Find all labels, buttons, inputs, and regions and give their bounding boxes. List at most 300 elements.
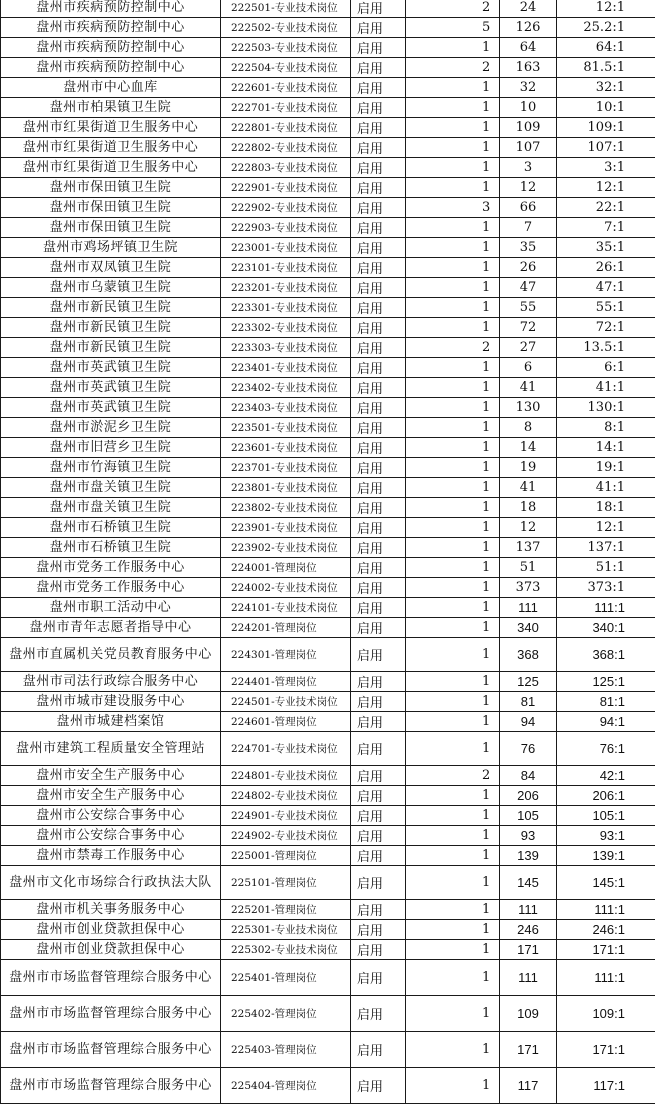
post-code-cell: 225302-专业技术岗位 <box>221 940 351 960</box>
applicant-count-cell: 130 <box>500 398 557 418</box>
post-code-cell: 223302-专业技术岗位 <box>221 318 351 338</box>
ratio-cell: 41:1 <box>557 478 655 498</box>
status-cell: 启用 <box>351 598 406 618</box>
unit-cell: 盘州市英武镇卫生院 <box>1 358 221 378</box>
plan-count-cell: 5 <box>406 18 500 38</box>
plan-count-cell: 1 <box>406 78 500 98</box>
applicant-count-cell: 12 <box>500 178 557 198</box>
unit-cell: 盘州市公安综合事务中心 <box>1 826 221 846</box>
plan-count-cell: 1 <box>406 806 500 826</box>
unit-cell: 盘州市公安综合事务中心 <box>1 806 221 826</box>
applicant-count-cell: 19 <box>500 458 557 478</box>
table-row <box>1 692 655 712</box>
status-cell: 启用 <box>351 78 406 98</box>
table-row <box>1 318 655 338</box>
table-row <box>1 1032 655 1068</box>
unit-cell: 盘州市石桥镇卫生院 <box>1 538 221 558</box>
unit-cell: 盘州市疾病预防控制中心 <box>1 38 221 58</box>
unit-cell: 盘州市红果街道卫生服务中心 <box>1 138 221 158</box>
table-row <box>1 672 655 692</box>
ratio-cell: 111:1 <box>557 960 655 996</box>
post-code-cell: 225301-专业技术岗位 <box>221 920 351 940</box>
table-row <box>1 558 655 578</box>
table-row <box>1 378 655 398</box>
applicant-count-cell: 51 <box>500 558 557 578</box>
table-row <box>1 638 655 672</box>
unit-cell: 盘州市盘关镇卫生院 <box>1 498 221 518</box>
post-code-cell: 223201-专业技术岗位 <box>221 278 351 298</box>
plan-count-cell: 1 <box>406 318 500 338</box>
ratio-cell: 47:1 <box>557 278 655 298</box>
post-code-cell: 222901-专业技术岗位 <box>221 178 351 198</box>
applicant-count-cell: 81 <box>500 692 557 712</box>
table-row <box>1 98 655 118</box>
plan-count-cell: 1 <box>406 692 500 712</box>
applicant-count-cell: 35 <box>500 238 557 258</box>
table-row <box>1 358 655 378</box>
post-code-cell: 224901-专业技术岗位 <box>221 806 351 826</box>
ratio-cell: 81:1 <box>557 692 655 712</box>
unit-cell: 盘州市党务工作服务中心 <box>1 558 221 578</box>
applicant-count-cell: 27 <box>500 338 557 358</box>
applicant-count-cell: 109 <box>500 996 557 1032</box>
post-code-cell: 225402-管理岗位 <box>221 996 351 1032</box>
post-code-cell: 224501-专业技术岗位 <box>221 692 351 712</box>
ratio-cell: 105:1 <box>557 806 655 826</box>
status-cell: 启用 <box>351 786 406 806</box>
unit-cell: 盘州市石桥镇卫生院 <box>1 518 221 538</box>
ratio-cell: 19:1 <box>557 458 655 478</box>
table-row <box>1 786 655 806</box>
status-cell: 启用 <box>351 118 406 138</box>
status-cell: 启用 <box>351 398 406 418</box>
table-row <box>1 278 655 298</box>
post-code-cell: 223701-专业技术岗位 <box>221 458 351 478</box>
applicant-count-cell: 111 <box>500 960 557 996</box>
applicant-count-cell: 107 <box>500 138 557 158</box>
status-cell: 启用 <box>351 732 406 766</box>
plan-count-cell: 1 <box>406 378 500 398</box>
applicant-count-cell: 24 <box>500 0 557 18</box>
table-row <box>1 418 655 438</box>
plan-count-cell: 1 <box>406 1032 500 1068</box>
status-cell: 启用 <box>351 238 406 258</box>
ratio-cell: 7:1 <box>557 218 655 238</box>
post-code-cell: 223401-专业技术岗位 <box>221 358 351 378</box>
status-cell: 启用 <box>351 178 406 198</box>
post-code-cell: 223301-专业技术岗位 <box>221 298 351 318</box>
ratio-cell: 109:1 <box>557 996 655 1032</box>
ratio-cell: 340:1 <box>557 618 655 638</box>
plan-count-cell: 1 <box>406 98 500 118</box>
unit-cell: 盘州市保田镇卫生院 <box>1 218 221 238</box>
ratio-cell: 145:1 <box>557 866 655 900</box>
unit-cell: 盘州市司法行政综合服务中心 <box>1 672 221 692</box>
applicant-count-cell: 111 <box>500 598 557 618</box>
table-row <box>1 712 655 732</box>
table-row <box>1 258 655 278</box>
post-code-cell: 222504-专业技术岗位 <box>221 58 351 78</box>
table-row <box>1 618 655 638</box>
unit-cell: 盘州市旧营乡卫生院 <box>1 438 221 458</box>
status-cell: 启用 <box>351 18 406 38</box>
status-cell: 启用 <box>351 298 406 318</box>
unit-cell: 盘州市疾病预防控制中心 <box>1 18 221 38</box>
status-cell: 启用 <box>351 138 406 158</box>
status-cell: 启用 <box>351 158 406 178</box>
table-row <box>1 920 655 940</box>
applicant-count-cell: 12 <box>500 518 557 538</box>
post-code-cell: 222701-专业技术岗位 <box>221 98 351 118</box>
table-row <box>1 198 655 218</box>
applicant-count-cell: 340 <box>500 618 557 638</box>
status-cell: 启用 <box>351 826 406 846</box>
ratio-cell: 72:1 <box>557 318 655 338</box>
status-cell: 启用 <box>351 518 406 538</box>
plan-count-cell: 2 <box>406 0 500 18</box>
table-row <box>1 826 655 846</box>
ratio-cell: 35:1 <box>557 238 655 258</box>
applicant-count-cell: 137 <box>500 538 557 558</box>
plan-count-cell: 1 <box>406 178 500 198</box>
status-cell: 启用 <box>351 672 406 692</box>
status-cell: 启用 <box>351 846 406 866</box>
applicant-count-cell: 32 <box>500 78 557 98</box>
ratio-cell: 3:1 <box>557 158 655 178</box>
unit-cell: 盘州市城市建设服务中心 <box>1 692 221 712</box>
applicant-count-cell: 117 <box>500 1068 557 1104</box>
unit-cell: 盘州市保田镇卫生院 <box>1 178 221 198</box>
ratio-cell: 76:1 <box>557 732 655 766</box>
table-row <box>1 338 655 358</box>
plan-count-cell: 1 <box>406 138 500 158</box>
ratio-cell: 55:1 <box>557 298 655 318</box>
status-cell: 启用 <box>351 418 406 438</box>
ratio-cell: 6:1 <box>557 358 655 378</box>
post-code-cell: 224002-专业技术岗位 <box>221 578 351 598</box>
status-cell: 启用 <box>351 638 406 672</box>
applicant-count-cell: 109 <box>500 118 557 138</box>
unit-cell: 盘州市新民镇卫生院 <box>1 298 221 318</box>
status-cell: 启用 <box>351 258 406 278</box>
table-row <box>1 846 655 866</box>
ratio-cell: 206:1 <box>557 786 655 806</box>
plan-count-cell: 1 <box>406 358 500 378</box>
table-row <box>1 18 655 38</box>
table-row <box>1 806 655 826</box>
post-code-cell: 224902-专业技术岗位 <box>221 826 351 846</box>
status-cell: 启用 <box>351 98 406 118</box>
applicant-count-cell: 8 <box>500 418 557 438</box>
plan-count-cell: 1 <box>406 900 500 920</box>
unit-cell: 盘州市鸡场坪镇卫生院 <box>1 238 221 258</box>
ratio-cell: 130:1 <box>557 398 655 418</box>
applicant-count-cell: 76 <box>500 732 557 766</box>
status-cell: 启用 <box>351 558 406 578</box>
status-cell: 启用 <box>351 692 406 712</box>
unit-cell: 盘州市城建档案馆 <box>1 712 221 732</box>
applicant-count-cell: 47 <box>500 278 557 298</box>
status-cell: 启用 <box>351 498 406 518</box>
ratio-cell: 8:1 <box>557 418 655 438</box>
applicant-count-cell: 139 <box>500 846 557 866</box>
post-code-cell: 225101-管理岗位 <box>221 866 351 900</box>
table-row <box>1 458 655 478</box>
ratio-cell: 368:1 <box>557 638 655 672</box>
table-row <box>1 158 655 178</box>
post-code-cell: 222501-专业技术岗位 <box>221 0 351 18</box>
status-cell: 启用 <box>351 378 406 398</box>
table-row <box>1 940 655 960</box>
table-row <box>1 178 655 198</box>
ratio-cell: 81.5:1 <box>557 58 655 78</box>
plan-count-cell: 1 <box>406 118 500 138</box>
post-code-cell: 224701-专业技术岗位 <box>221 732 351 766</box>
post-code-cell: 222801-专业技术岗位 <box>221 118 351 138</box>
plan-count-cell: 1 <box>406 1068 500 1104</box>
plan-count-cell: 1 <box>406 238 500 258</box>
plan-count-cell: 1 <box>406 940 500 960</box>
post-code-cell: 224201-管理岗位 <box>221 618 351 638</box>
ratio-cell: 13.5:1 <box>557 338 655 358</box>
post-code-cell: 223901-专业技术岗位 <box>221 518 351 538</box>
plan-count-cell: 1 <box>406 438 500 458</box>
plan-count-cell: 1 <box>406 538 500 558</box>
ratio-cell: 26:1 <box>557 258 655 278</box>
unit-cell: 盘州市直属机关党员教育服务中心 <box>1 638 221 672</box>
table-row <box>1 538 655 558</box>
ratio-cell: 107:1 <box>557 138 655 158</box>
status-cell: 启用 <box>351 318 406 338</box>
status-cell: 启用 <box>351 1068 406 1104</box>
table-row <box>1 138 655 158</box>
status-cell: 启用 <box>351 338 406 358</box>
unit-cell: 盘州市乌蒙镇卫生院 <box>1 278 221 298</box>
plan-count-cell: 1 <box>406 38 500 58</box>
post-code-cell: 224401-管理岗位 <box>221 672 351 692</box>
plan-count-cell: 1 <box>406 712 500 732</box>
applicant-count-cell: 66 <box>500 198 557 218</box>
post-code-cell: 223802-专业技术岗位 <box>221 498 351 518</box>
status-cell: 启用 <box>351 900 406 920</box>
ratio-cell: 171:1 <box>557 1032 655 1068</box>
ratio-cell: 18:1 <box>557 498 655 518</box>
plan-count-cell: 1 <box>406 638 500 672</box>
plan-count-cell: 1 <box>406 920 500 940</box>
post-code-cell: 223101-专业技术岗位 <box>221 258 351 278</box>
plan-count-cell: 1 <box>406 518 500 538</box>
post-code-cell: 223303-专业技术岗位 <box>221 338 351 358</box>
post-code-cell: 224801-专业技术岗位 <box>221 766 351 786</box>
status-cell: 启用 <box>351 198 406 218</box>
unit-cell: 盘州市英武镇卫生院 <box>1 378 221 398</box>
plan-count-cell: 2 <box>406 766 500 786</box>
applicant-count-cell: 41 <box>500 478 557 498</box>
table-row <box>1 996 655 1032</box>
post-code-cell: 225201-管理岗位 <box>221 900 351 920</box>
table-row <box>1 218 655 238</box>
applicant-count-cell: 163 <box>500 58 557 78</box>
status-cell: 启用 <box>351 960 406 996</box>
applicant-count-cell: 18 <box>500 498 557 518</box>
unit-cell: 盘州市安全生产服务中心 <box>1 786 221 806</box>
post-code-cell: 225001-管理岗位 <box>221 846 351 866</box>
post-code-cell: 224802-专业技术岗位 <box>221 786 351 806</box>
status-cell: 启用 <box>351 278 406 298</box>
table-row <box>1 766 655 786</box>
status-cell: 启用 <box>351 38 406 58</box>
unit-cell: 盘州市疾病预防控制中心 <box>1 58 221 78</box>
unit-cell: 盘州市文化市场综合行政执法大队 <box>1 866 221 900</box>
post-code-cell: 223501-专业技术岗位 <box>221 418 351 438</box>
ratio-cell: 111:1 <box>557 598 655 618</box>
ratio-cell: 246:1 <box>557 920 655 940</box>
ratio-cell: 22:1 <box>557 198 655 218</box>
ratio-cell: 111:1 <box>557 900 655 920</box>
plan-count-cell: 1 <box>406 732 500 766</box>
unit-cell: 盘州市红果街道卫生服务中心 <box>1 118 221 138</box>
unit-cell: 盘州市新民镇卫生院 <box>1 318 221 338</box>
ratio-cell: 139:1 <box>557 846 655 866</box>
unit-cell: 盘州市职工活动中心 <box>1 598 221 618</box>
applicant-count-cell: 246 <box>500 920 557 940</box>
post-code-cell: 222803-专业技术岗位 <box>221 158 351 178</box>
table-row <box>1 58 655 78</box>
table-row <box>1 478 655 498</box>
ratio-cell: 12:1 <box>557 0 655 18</box>
post-code-cell: 225404-管理岗位 <box>221 1068 351 1104</box>
status-cell: 启用 <box>351 806 406 826</box>
plan-count-cell: 1 <box>406 498 500 518</box>
plan-count-cell: 1 <box>406 786 500 806</box>
post-code-cell: 224601-管理岗位 <box>221 712 351 732</box>
ratio-cell: 117:1 <box>557 1068 655 1104</box>
applicant-count-cell: 111 <box>500 900 557 920</box>
unit-cell: 盘州市淤泥乡卫生院 <box>1 418 221 438</box>
plan-count-cell: 1 <box>406 458 500 478</box>
status-cell: 启用 <box>351 1032 406 1068</box>
ratio-cell: 10:1 <box>557 98 655 118</box>
table-row <box>1 518 655 538</box>
status-cell: 启用 <box>351 218 406 238</box>
post-code-cell: 224001-管理岗位 <box>221 558 351 578</box>
unit-cell: 盘州市双凤镇卫生院 <box>1 258 221 278</box>
plan-count-cell: 1 <box>406 158 500 178</box>
applicant-count-cell: 64 <box>500 38 557 58</box>
applicant-count-cell: 94 <box>500 712 557 732</box>
applicant-count-cell: 72 <box>500 318 557 338</box>
status-cell: 启用 <box>351 940 406 960</box>
plan-count-cell: 1 <box>406 618 500 638</box>
post-code-cell: 225403-管理岗位 <box>221 1032 351 1068</box>
applicant-count-cell: 41 <box>500 378 557 398</box>
status-cell: 启用 <box>351 920 406 940</box>
applicant-count-cell: 368 <box>500 638 557 672</box>
unit-cell: 盘州市建筑工程质量安全管理站 <box>1 732 221 766</box>
status-cell: 启用 <box>351 458 406 478</box>
table-row <box>1 498 655 518</box>
applicant-count-cell: 126 <box>500 18 557 38</box>
table-row <box>1 398 655 418</box>
plan-count-cell: 1 <box>406 478 500 498</box>
ratio-cell: 32:1 <box>557 78 655 98</box>
status-cell: 启用 <box>351 538 406 558</box>
status-cell: 启用 <box>351 58 406 78</box>
post-code-cell: 222802-专业技术岗位 <box>221 138 351 158</box>
plan-count-cell: 1 <box>406 418 500 438</box>
table-row <box>1 238 655 258</box>
applicant-count-cell: 93 <box>500 826 557 846</box>
unit-cell: 盘州市保田镇卫生院 <box>1 198 221 218</box>
applicant-count-cell: 373 <box>500 578 557 598</box>
status-cell: 启用 <box>351 712 406 732</box>
applicant-count-cell: 14 <box>500 438 557 458</box>
status-cell: 启用 <box>351 866 406 900</box>
plan-count-cell: 1 <box>406 672 500 692</box>
unit-cell: 盘州市市场监督管理综合服务中心 <box>1 960 221 996</box>
table-row <box>1 732 655 766</box>
ratio-cell: 25.2:1 <box>557 18 655 38</box>
plan-count-cell: 1 <box>406 826 500 846</box>
applicant-count-cell: 26 <box>500 258 557 278</box>
post-code-cell: 224101-专业技术岗位 <box>221 598 351 618</box>
applicant-count-cell: 7 <box>500 218 557 238</box>
status-cell: 启用 <box>351 358 406 378</box>
unit-cell: 盘州市竹海镇卫生院 <box>1 458 221 478</box>
post-code-cell: 224301-管理岗位 <box>221 638 351 672</box>
unit-cell: 盘州市柏果镇卫生院 <box>1 98 221 118</box>
plan-count-cell: 1 <box>406 846 500 866</box>
unit-cell: 盘州市机关事务服务中心 <box>1 900 221 920</box>
ratio-cell: 137:1 <box>557 538 655 558</box>
unit-cell: 盘州市创业贷款担保中心 <box>1 920 221 940</box>
applicant-count-cell: 171 <box>500 940 557 960</box>
unit-cell: 盘州市青年志愿者指导中心 <box>1 618 221 638</box>
applicant-count-cell: 3 <box>500 158 557 178</box>
applicant-count-cell: 10 <box>500 98 557 118</box>
ratio-cell: 12:1 <box>557 518 655 538</box>
post-code-cell: 222903-专业技术岗位 <box>221 218 351 238</box>
applicant-count-cell: 6 <box>500 358 557 378</box>
table-row <box>1 0 655 18</box>
unit-cell: 盘州市禁毒工作服务中心 <box>1 846 221 866</box>
ratio-cell: 41:1 <box>557 378 655 398</box>
plan-count-cell: 1 <box>406 278 500 298</box>
ratio-cell: 373:1 <box>557 578 655 598</box>
unit-cell: 盘州市盘关镇卫生院 <box>1 478 221 498</box>
applicant-count-cell: 55 <box>500 298 557 318</box>
ratio-cell: 64:1 <box>557 38 655 58</box>
ratio-cell: 171:1 <box>557 940 655 960</box>
unit-cell: 盘州市市场监督管理综合服务中心 <box>1 1032 221 1068</box>
post-code-cell: 223902-专业技术岗位 <box>221 538 351 558</box>
table-row <box>1 960 655 996</box>
plan-count-cell: 1 <box>406 558 500 578</box>
applicant-count-cell: 206 <box>500 786 557 806</box>
unit-cell: 盘州市新民镇卫生院 <box>1 338 221 358</box>
table-row <box>1 38 655 58</box>
plan-count-cell: 1 <box>406 866 500 900</box>
status-cell: 启用 <box>351 478 406 498</box>
plan-count-cell: 1 <box>406 578 500 598</box>
plan-count-cell: 1 <box>406 960 500 996</box>
unit-cell: 盘州市创业贷款担保中心 <box>1 940 221 960</box>
status-cell: 启用 <box>351 438 406 458</box>
post-code-cell: 223403-专业技术岗位 <box>221 398 351 418</box>
ratio-cell: 51:1 <box>557 558 655 578</box>
unit-cell: 盘州市市场监督管理综合服务中心 <box>1 1068 221 1104</box>
table-row <box>1 866 655 900</box>
